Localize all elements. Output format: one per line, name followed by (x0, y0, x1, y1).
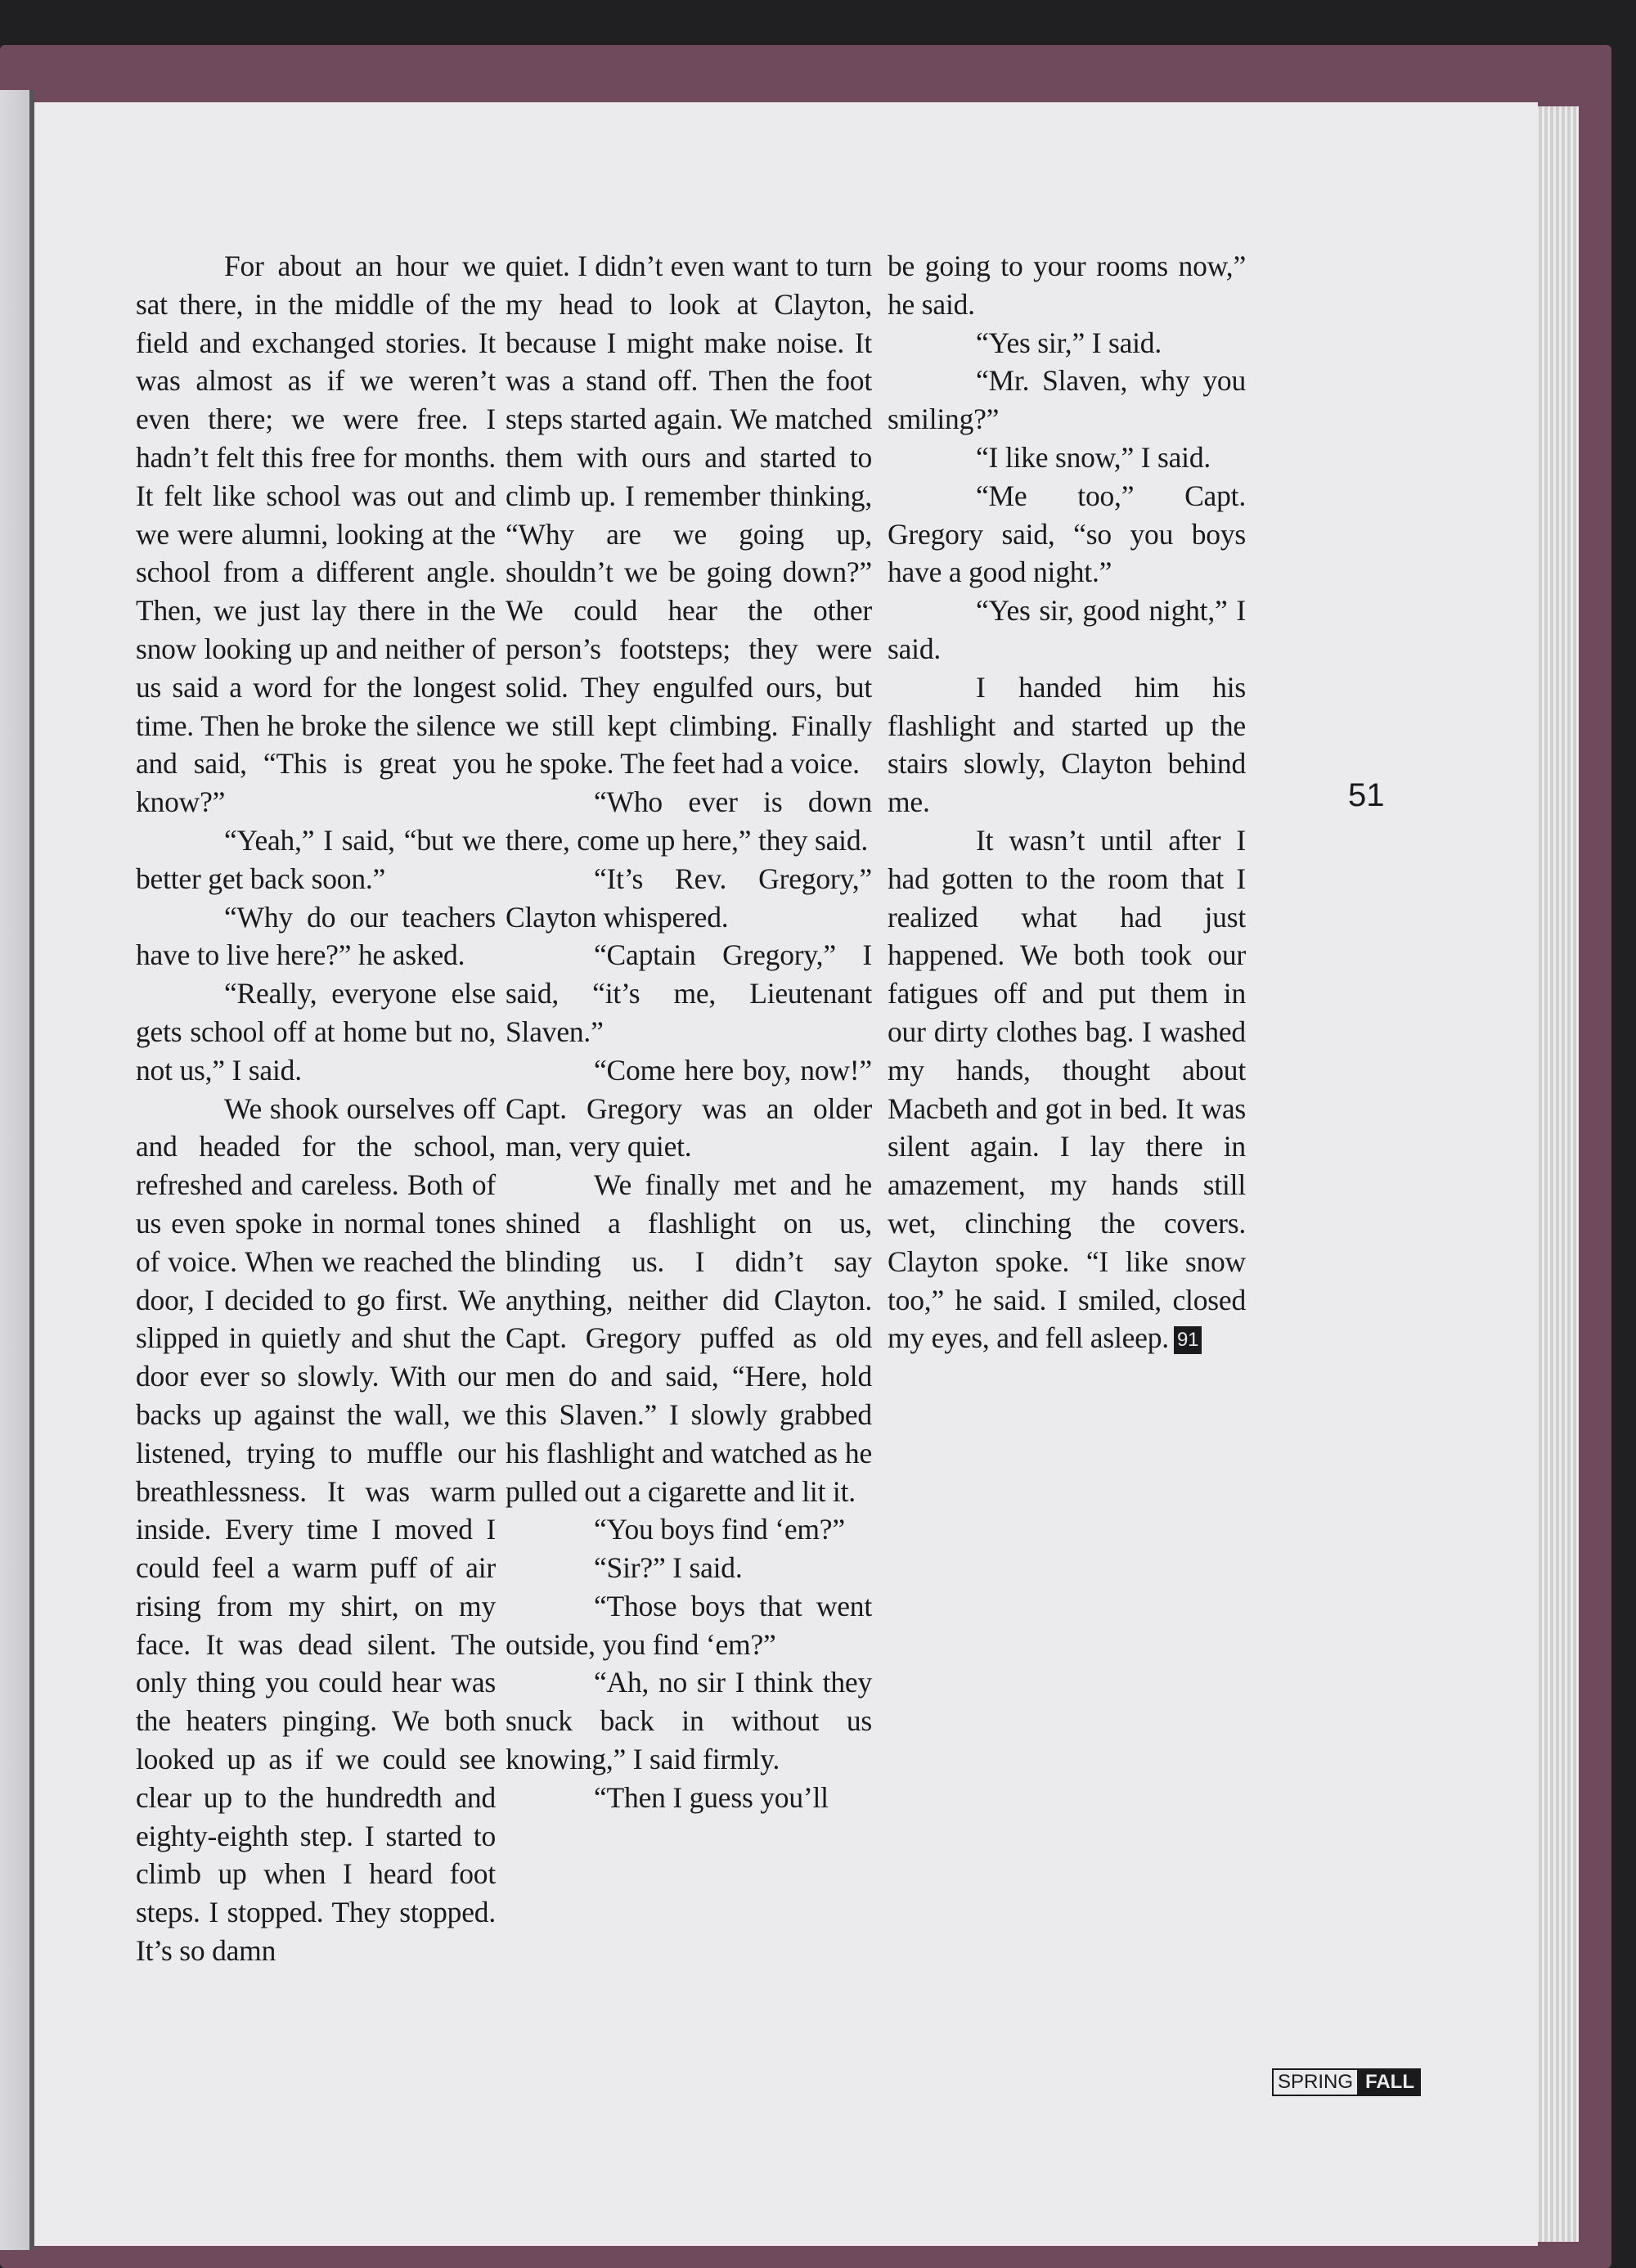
story-paragraph: “Yeah,” I said, “but we better get back soon.” (136, 823, 496, 895)
story-paragraph: “It’s Rev. Gregory,” Clayton whispered. (506, 862, 872, 934)
story-paragraph: “Then I guess you’ll (594, 1780, 829, 1814)
story-paragraph: “Mr. Slaven, why you smiling?” (888, 364, 1246, 436)
season-fall-label: FALL (1359, 2068, 1421, 2096)
story-paragraph: For about an hour we sat there, in the middle of the field and exchanged stories. It was almost as if we weren’t even there; we were free. I hadn’t felt this free for months. It felt like school was out and we were alumni, looking at the school from a different angle. Then, we just lay there in the snow looking up and neither of us said a word for the longest time. Then he broke the silence and said, “This is great you know?” (136, 250, 496, 819)
story-paragraph: “You boys find ‘em?” (594, 1513, 845, 1546)
story-paragraph: “Why do our teachers have to live here?” he asked. (136, 900, 496, 972)
story-paragraph: “Sir?” I said. (594, 1551, 743, 1585)
story-paragraph: “Ah, no sir I think they snuck back in without us knowing,” I said firmly. (506, 1666, 872, 1776)
page-number: 51 (1348, 777, 1385, 813)
story-paragraph: “Yes sir, good night,” I said. (888, 594, 1246, 665)
story-paragraph: I handed him his flashlight and started up the stairs slowly, Clayton behind me. (888, 670, 1246, 819)
text-column-3 (888, 247, 1246, 1357)
story-paragraph: “Those boys that went outside, you find ‘em?” (506, 1589, 872, 1661)
facing-page-edge (0, 90, 31, 2250)
story-paragraph: “Who ever is down there, come up here,” they said. (506, 785, 872, 857)
story-paragraph: We shook ourselves off and headed for the school, refreshed and careless. Both of us even spoke in normal tones of voice. When we reached the door, I decided to go first. We slipped in quietly and shut the door ever so slowly. With our backs up against the wall, we listened, trying to muffle our breathlessness. It was warm inside. Every time I moved I could feel a warm puff of air rising from my shirt, on my face. It was dead silent. The only thing you could hear was the heaters pinging. We both looked up as if we could see clear up to the hundredth and eighty-eighth step. I started to climb up when I heard foot steps. I stopped. They stopped. It’s so damn (136, 1091, 496, 1968)
story-paragraph: It wasn’t until after I had gotten to the room that I realized what had just happened. We both took our fatigues off and put them in our dirty clothes bag. I washed my hands, thought about Macbeth and got in bed. It was silent again. I lay there in amazement, my hands still wet, clinching the covers. Clayton spoke. “I like snow too,” he said. I smiled, closed my eyes, and fell asleep. 91 (888, 823, 1246, 1355)
story-paragraph: “Me too,” Capt. Gregory said, “so you boys have a good night.” (888, 479, 1246, 589)
story-paragraph: We finally met and he shined a flashlight on us, blinding us. I didn’t say anything, neither did Clayton. Capt. Gregory puffed as old men do and said, “Here, hold this Slaven.” I slowly grabbed his flashlight and watched as he pulled out a cigarette and lit it. (506, 1168, 872, 1508)
story-paragraph: “Yes sir,” I said. (976, 326, 1162, 359)
story-paragraph: “Captain Gregory,” I said, “it’s me, Lieutenant Slaven.” (506, 938, 872, 1048)
season-spring-label: SPRING (1272, 2068, 1359, 2096)
text-column-1 (136, 247, 496, 1970)
text-column-2 (506, 247, 872, 1817)
story-paragraph: quiet. I didn’t even want to turn my head to look at Clayton, because I might make noise. It was a stand off. Then the foot steps started again. We matched them with ours and started to climb up. I remember thinking, “Why are we going up, shouldn’t we be going down?” We could hear the other person’s footsteps; they were solid. They engulfed ours, but we still kept climbing. Finally he spoke. The feet had a voice. (506, 250, 872, 781)
story-paragraph: “Come here boy, now!” Capt. Gregory was an older man, very quiet. (506, 1053, 872, 1163)
story-paragraph: “Really, everyone else gets school off at home but no, not us,” I said. (136, 977, 496, 1087)
story-paragraph: be going to your rooms now,” he said. (888, 250, 1246, 321)
season-tag (1272, 2068, 1421, 2096)
story-paragraph: “I like snow,” I said. (976, 440, 1211, 474)
end-mark: 91 (1174, 1326, 1202, 1354)
